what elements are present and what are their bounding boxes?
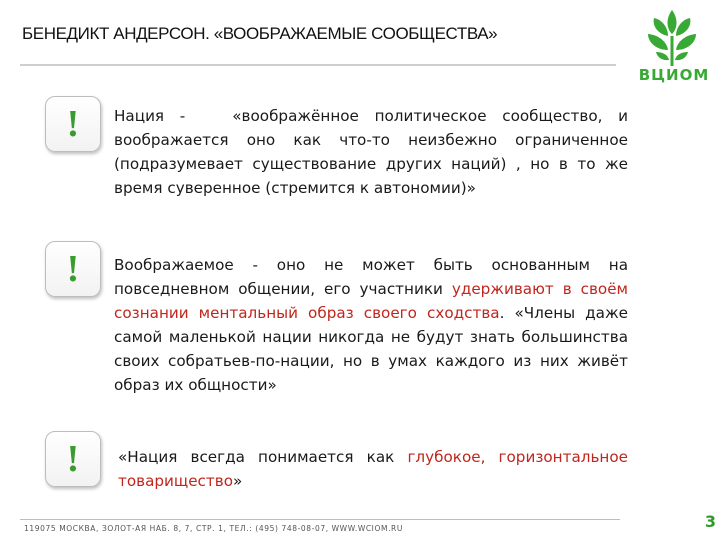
exclamation-badge-icon [45, 431, 101, 487]
highlighted-text: глубокое, горизонтальное товарищество [118, 448, 628, 490]
page-number: 3 [704, 512, 716, 531]
paragraph-text: Воображаемое - оно не может быть основанным на повседневном общении, его участники [114, 256, 628, 298]
paragraph-nation-definition: Нация - «воображённое политическое сообщество, и воображается оно как что-то неизбежно ограниченное (подразумевает существование других наций) , но в то же время суверенное (стремится к автономии)» [114, 107, 628, 197]
exclamation-badge-icon [45, 241, 101, 297]
paragraph-text: «Нация всегда понимается как [118, 448, 408, 466]
paragraph-text: . «Члены даже самой маленькой нации никогда не будут знать большинства своих собратьев-по-нации, но в умах каждого из них живёт образ их общности» [114, 304, 628, 394]
paragraph-text: » [233, 472, 243, 490]
exclamation-badge-icon [45, 96, 101, 152]
exclamation-icon: ! [66, 103, 80, 145]
footer-contact: 119075 МОСКВА, ЗОЛОТ-АЯ НАБ. 8, 7, СТР. 1, ТЕЛ.: (495) 748-08-07, WWW.WCIOM.RU [24, 524, 403, 533]
logo-wordmark: ВЦИОМ [638, 66, 710, 84]
exclamation-icon: ! [66, 438, 80, 480]
highlighted-text: удерживают в своём сознании ментальный образ своего сходства [114, 280, 628, 322]
slide-title: БЕНЕДИКТ АНДЕРСОН. «ВООБРАЖАЕМЫЕ СООБЩЕСТВА» [22, 24, 498, 43]
title-divider [20, 64, 616, 66]
paragraph-comradeship [118, 445, 628, 493]
paragraph-imagined [114, 253, 628, 397]
exclamation-icon: ! [66, 248, 80, 290]
footer-divider [20, 519, 620, 520]
